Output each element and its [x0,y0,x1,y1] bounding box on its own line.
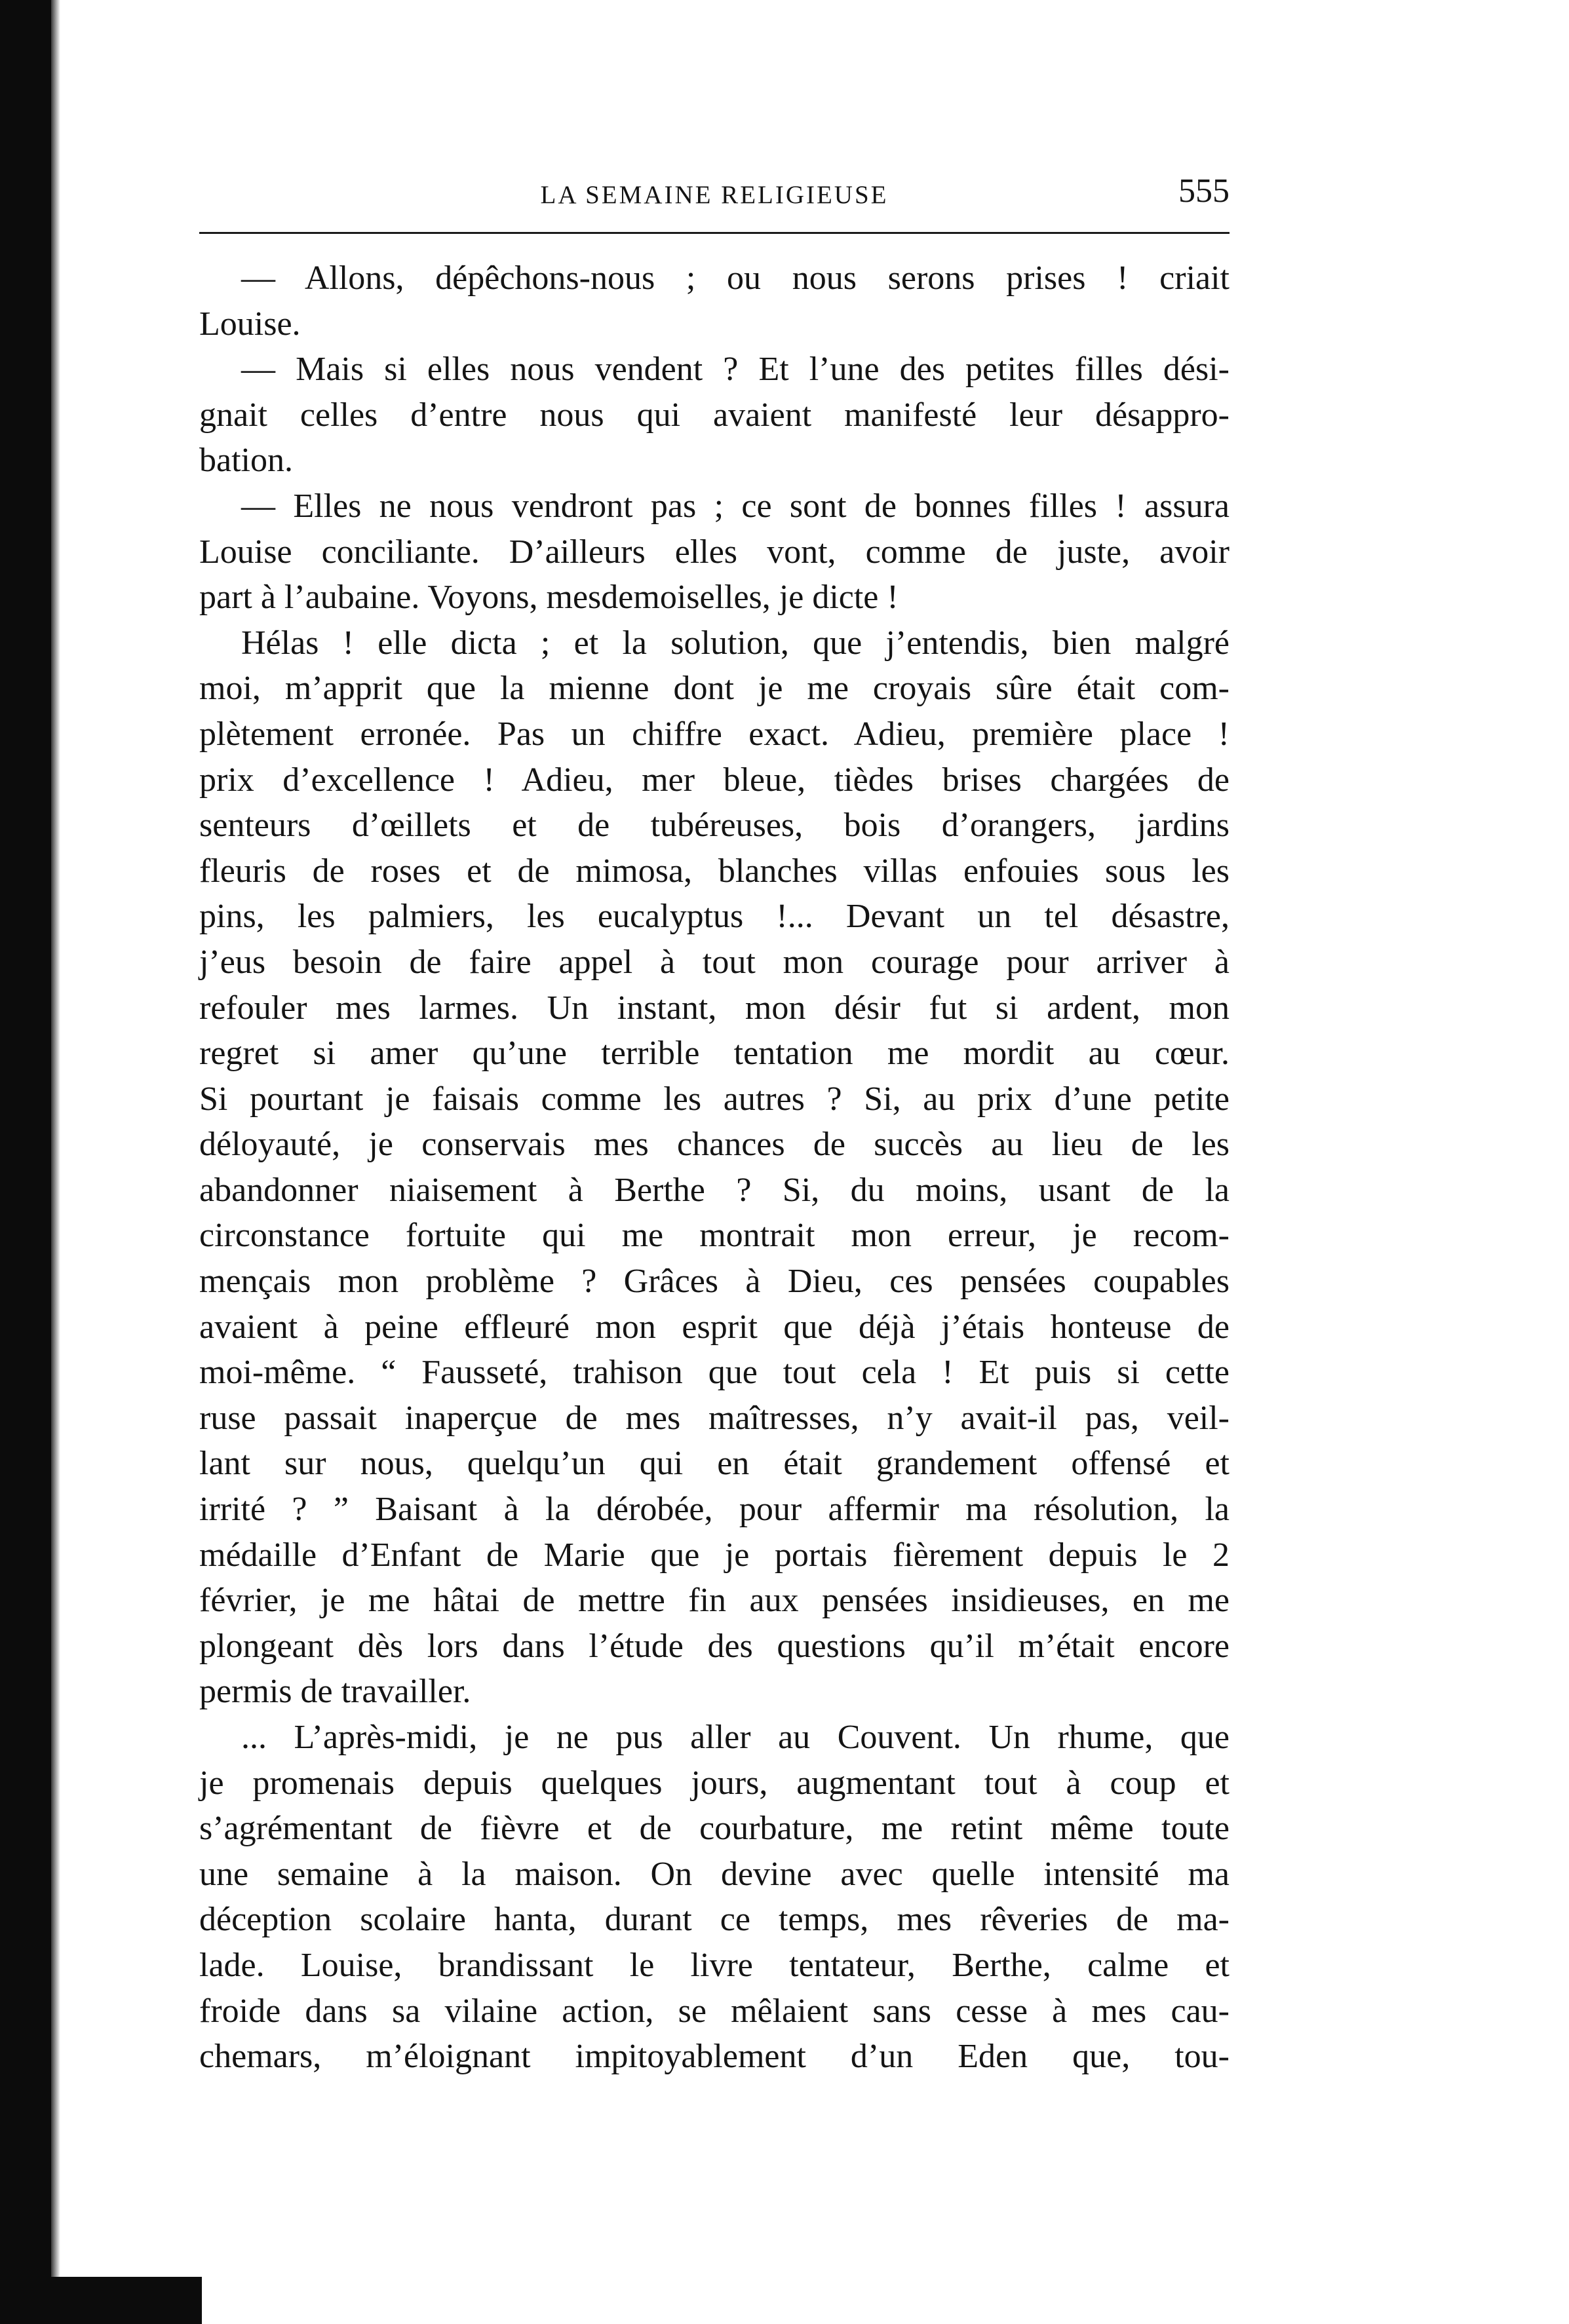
text-line: regret si amer qu’une terrible tentation me mordit au cœur. [199,1035,1230,1073]
text-line: fleuris de roses et de mimosa, blanches villas enfouies sous les [199,852,1230,890]
text-line: avaient à peine effleuré mon esprit que déjà j’étais honteuse de [199,1308,1230,1346]
text-line: gnait celles d’entre nous qui avaient manifesté leur désappro- [199,396,1230,434]
text-line: j’eus besoin de faire appel à tout mon courage pour arriver à [199,943,1230,981]
text-line: — Mais si elles nous vendent ? Et l’une des petites filles dési- [241,351,1230,389]
text-line: pins, les palmiers, les eucalyptus !... Devant un tel désastre, [199,898,1230,936]
text-line: irrité ? ” Baisant à la dérobée, pour affermir ma résolution, la [199,1491,1230,1529]
text-line: Louise. [199,305,301,343]
text-line: je promenais depuis quelques jours, augmentant tout à coup et [199,1764,1230,1802]
text-line: senteurs d’œillets et de tubéreuses, bois d’orangers, jardins [199,807,1230,845]
text-line: Louise conciliante. D’ailleurs elles vont, comme de juste, avoir [199,533,1230,571]
text-line: Hélas ! elle dicta ; et la solution, que j’entendis, bien malgré [241,624,1230,662]
text-line: mençais mon problème ? Grâces à Dieu, ces pensées coupables [199,1263,1230,1301]
text-line: permis de travailler. [199,1673,471,1711]
text-line: Si pourtant je faisais comme les autres ? Si, au prix d’une petite [199,1080,1230,1118]
text-line: s’agrémentant de fièvre et de courbature, me retint même toute [199,1810,1230,1848]
text-line: part à l’aubaine. Voyons, mesdemoiselles, je dicte ! [199,579,899,617]
text-body [199,256,1230,2080]
text-line: déloyauté, je conservais mes chances de succès au lieu de les [199,1126,1230,1164]
text-line: moi-même. “ Fausseté, trahison que tout cela ! Et puis si cette [199,1354,1230,1392]
text-line: ... L’après-midi, je ne pus aller au Couvent. Un rhume, que [241,1719,1230,1756]
text-line: février, je me hâtai de mettre fin aux pensées insidieuses, en me [199,1582,1230,1620]
header-rule [199,232,1230,234]
text-line: déception scolaire hanta, durant ce temps, mes rêveries de ma- [199,1901,1230,1939]
text-line: ruse passait inaperçue de mes maîtresses, n’y avait-il pas, veil- [199,1399,1230,1437]
text-line: — Elles ne nous vendront pas ; ce sont de bonnes filles ! assura [241,487,1230,525]
text-line: lade. Louise, brandissant le livre tentateur, Berthe, calme et [199,1946,1230,1984]
text-line: abandonner niaisement à Berthe ? Si, du moins, usant de la [199,1171,1230,1209]
text-line: circonstance fortuite qui me montrait mon erreur, je recom- [199,1217,1230,1255]
text-line: médaille d’Enfant de Marie que je portais fièrement depuis le 2 [199,1536,1230,1574]
text-line: lant sur nous, quelqu’un qui en était grandement offensé et [199,1445,1230,1483]
book-spine-shadow [0,0,51,2324]
text-line: — Allons, dépêchons-nous ; ou nous serons prises ! criait [241,259,1230,297]
text-line: prix d’excellence ! Adieu, mer bleue, tièdes brises chargées de [199,761,1230,799]
page-number: 555 [1178,172,1230,210]
page-header [199,162,1230,241]
text-line: une semaine à la maison. On devine avec quelle intensité ma [199,1855,1230,1893]
text-line: plongeant dès lors dans l’étude des questions qu’il m’était encore [199,1627,1230,1665]
spine-foot-shadow [51,2277,202,2324]
text-line: plètement erronée. Pas un chiffre exact. Adieu, première place ! [199,715,1230,753]
text-line: chemars, m’éloignant impitoyablement d’un Eden que, tou- [199,2038,1230,2076]
text-line: bation. [199,442,293,480]
text-line: moi, m’apprit que la mienne dont je me croyais sûre était com- [199,670,1230,708]
text-line: refouler mes larmes. Un instant, mon désir fut si ardent, mon [199,989,1230,1027]
running-title: LA SEMAINE RELIGIEUSE [540,181,889,209]
spine-edge-gradient [51,0,60,2324]
text-line: froide dans sa vilaine action, se mêlaient sans cesse à mes cau- [199,1992,1230,2030]
